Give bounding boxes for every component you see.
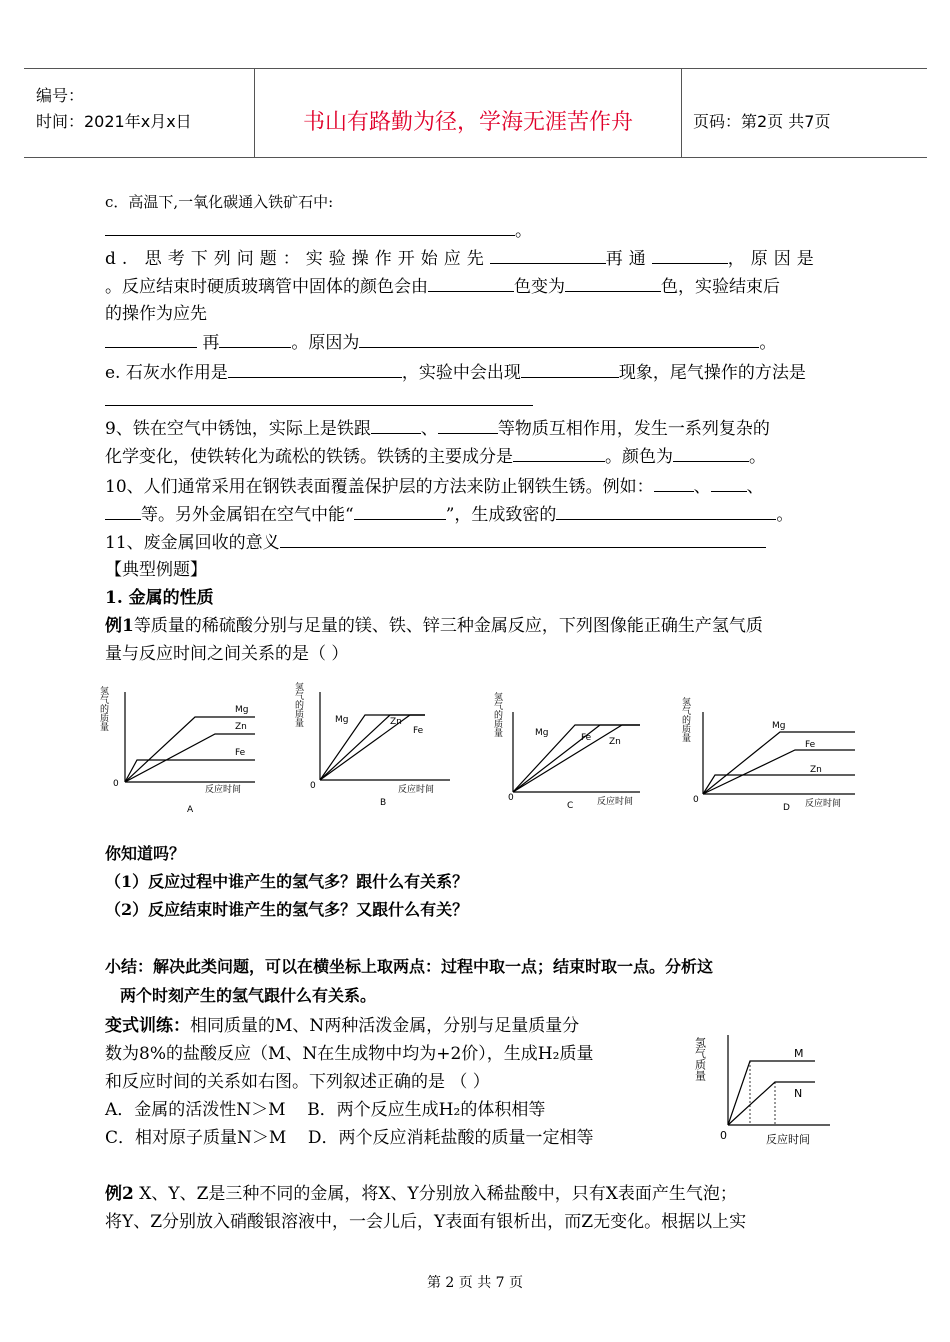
variant-m-label: M [794,1047,804,1060]
variant-line3: 和反应时间的关系如右图。下列叙述正确的是 （ ） [105,1072,490,1092]
line-d4: 再 。原因为 。 [105,330,776,355]
graph-b-caption: B [380,798,387,808]
graph-d-mg-label: Mg [772,721,786,731]
graph-c-zn-line [513,725,640,792]
option-c-d [105,1126,594,1150]
graph-d-y-label: 氢气的质量 [680,697,690,742]
example1-line1: 例1等质量的稀硫酸分别与足量的镁、铁、锌三种金属反应，下列图像能正确生产氢气质 [105,616,763,636]
graph-c-y-label: 氢气的质量 [492,692,502,737]
graph-c-x-label: 反应时间 [597,797,634,807]
line-d2: 。反应结束时硬质玻璃管中固体的颜色会由 色变为 色，实验结束后 [105,274,780,299]
q9-line1: 9、铁在空气中锈蚀，实际上是铁跟 、 等物质互相作用，发生一系列复杂的 [105,416,770,441]
variant-graph [690,1025,840,1150]
graph-a-zn-label: Zn [235,722,247,732]
question-1: （1）反应过程中谁产生的氢气多？跟什么有关系？ [105,872,469,891]
subsection-title: 1. 金属的性质 [105,588,214,608]
graph-c-mg-label: Mg [535,728,549,738]
graph-b-y-label: 氢气的质量 [293,682,303,727]
graph-c-fe-label: Fe [581,733,592,743]
graph-a-zn-line [125,734,255,782]
graph-c-zn-label: Zn [609,737,621,747]
summary-line1: 小结：解决此类问题，可以在横坐标上取两点：过程中取一点；结束时取一点。分析这 [105,957,714,976]
option-b: B．两个反应生成H₂的体积相等 [307,1100,546,1120]
header-motto-cell [254,69,682,157]
time-label: 时间：2021年x月x日 [36,112,192,131]
variant-y-label: 氢气质量 [693,1037,707,1081]
example2-line1: 例2 X、Y、Z是三种不同的金属，将X、Y分别放入稀盐酸中，只有X表面产生气泡； [105,1184,737,1204]
variant-x-label: 反应时间 [766,1133,810,1146]
page-header [24,68,927,158]
line-d: d. 思考下列问题：实验操作开始应先 再通 ，原因是 [105,246,820,271]
graph-d-caption: D [783,803,790,813]
graph-a-x-label: 反应时间 [205,785,242,795]
graph-d-fe-label: Fe [805,740,816,750]
graph-c-caption: C [567,801,574,811]
graph-d-zn-label: Zn [810,765,822,775]
graph-d-fe-line [703,750,855,794]
line-e-blank [105,388,533,413]
q9-line2: 化学变化，使铁转化为疏松的铁锈。铁锈的主要成分是 。颜色为 。 [105,444,766,469]
graph-a-fe-label: Fe [235,748,246,758]
graph-a-mg-label: Mg [235,705,249,715]
graph-b-x-label: 反应时间 [398,785,435,795]
page-footer: 第 2 页 共 7 页 [426,1275,524,1291]
graph-b-origin: 0 [310,781,316,791]
page-info: 页码：第2页 共7页 [693,112,831,131]
option-c: C．相对原子质量N＞M [105,1128,287,1148]
q10-line2: 等。另外金属铝在空气中能“ ”，生成致密的 。 [105,502,793,527]
graph-a-caption: A [187,805,194,815]
q10-line1: 10、人们通常采用在钢铁表面覆盖保护层的方法来防止钢铁生锈。例如： 、 、 [105,474,764,499]
option-d: D．两个反应消耗盐酸的质量一定相等 [307,1128,594,1148]
graph-b-mg-label: Mg [335,715,349,725]
header-page-cell [681,69,927,157]
graph-b-fe-label: Fe [413,726,424,736]
example2-line2: 将Y、Z分别放入硝酸银溶液中，一会儿后，Y表面有银析出，而Z无变化。根据以上实 [105,1212,747,1232]
header-info-cell [24,69,254,157]
q11: 11、废金属回收的意义 [105,530,766,555]
variant-origin: 0 [720,1129,727,1142]
summary-line2: 两个时刻产生的氢气跟什么有关系。 [120,986,377,1005]
question-2: （2）反应结束时谁产生的氢气多？又跟什么有关？ [105,900,469,919]
graph-a-origin: 0 [113,779,119,789]
example1-line2: 量与反应时间之间关系的是（ ） [105,644,349,664]
example1-graphs [95,672,865,822]
line-e: e. 石灰水作用是 ，实验中会出现 现象，尾气操作的方法是 [105,360,806,385]
do-you-know: 你知道吗？ [105,844,186,863]
variant-line2: 数为8%的盐酸反应（M、N在生成物中均为+2价），生成H₂质量 [105,1044,594,1064]
graph-c-mg-line [513,725,640,792]
graph-d-zn-line [703,775,855,794]
number-label: 编号： [36,86,85,105]
variant-line1: 变式训练：相同质量的M、N两种活泼金属，分别与足量质量分 [105,1016,580,1036]
graph-b-zn-label: Zn [390,717,402,727]
line-c-blank: 。 [105,218,532,243]
motto: 书山有路勤为径，学海无涯苦作舟 [302,110,633,135]
graph-c-fe-line [513,725,640,792]
line-d3: 的操作为应先 [105,304,207,324]
option-a: A．金属的活泼性N＞M [105,1100,286,1120]
variant-n-label: N [794,1087,803,1100]
graph-d-x-label: 反应时间 [805,799,842,809]
graph-d-mg-line [703,732,855,794]
option-a-b [105,1098,545,1122]
section-title: 【典型例题】 [105,560,207,580]
graph-a-y-label: 氢气的质量 [98,686,108,731]
line-c: c．高温下,一氧化碳通入铁矿石中: [105,193,334,211]
graph-d-origin: 0 [693,795,699,805]
graph-c-origin: 0 [508,793,514,803]
